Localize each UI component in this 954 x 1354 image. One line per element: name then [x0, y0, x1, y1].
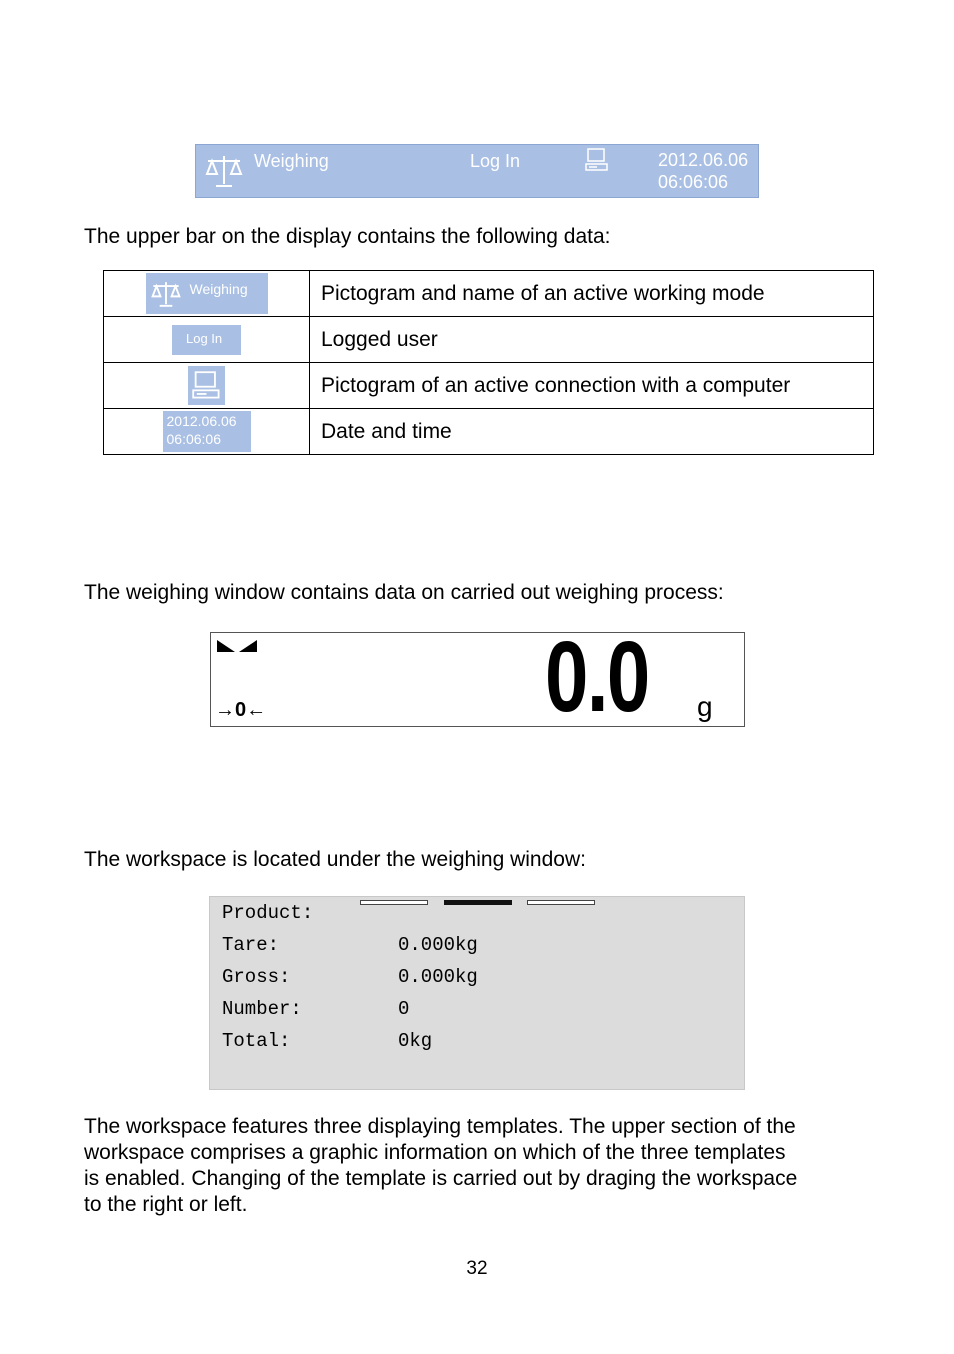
- table-row: [104, 271, 874, 317]
- legend-description: Logged user: [310, 317, 874, 363]
- table-row: [104, 363, 874, 409]
- login-chip: [172, 325, 241, 355]
- status-bar-legend-table: [103, 270, 874, 455]
- workspace-label-gross: Gross:: [222, 966, 291, 988]
- page-number: 32: [466, 1258, 488, 1279]
- weighing-window-intro: The weighing window contains data on carried out weighing process:: [84, 581, 724, 604]
- workspace-value-total: 0kg: [398, 1030, 433, 1052]
- chip-label: Weighing: [189, 281, 248, 297]
- workspace-label-product: Product:: [222, 902, 314, 924]
- time-display: 06:06:06: [658, 172, 729, 192]
- scale-icon: [204, 152, 244, 190]
- workspace-label-tare: Tare:: [222, 934, 280, 956]
- workspace-intro: The workspace is located under the weighing window:: [84, 848, 586, 871]
- workspace-label-total: Total:: [222, 1030, 291, 1052]
- login-button[interactable]: Log In: [470, 151, 521, 171]
- legend-description: Pictogram of an active connection with a computer: [310, 363, 874, 409]
- text-line: is enabled. Changing of the template is carried out by draging the workspace: [84, 1167, 798, 1190]
- pc-connection-icon: [188, 366, 225, 405]
- chip-label: Log In: [186, 330, 223, 346]
- template-indicator-3: [527, 900, 595, 905]
- table-row: [104, 409, 874, 455]
- workspace-description: [84, 1114, 797, 1218]
- workspace-value-gross: 0.000kg: [398, 966, 478, 988]
- legend-description: Pictogram and name of an active working mode: [310, 271, 874, 317]
- text-line: to the right or left.: [84, 1193, 248, 1216]
- upper-bar-intro: The upper bar on the display contains the following data:: [84, 225, 611, 248]
- weight-value: 0.0: [545, 621, 649, 733]
- date-display: 2012.06.06: [658, 150, 749, 170]
- text-line: workspace comprises a graphic information on which of the three templates: [84, 1141, 786, 1164]
- template-indicator-1: [360, 900, 428, 905]
- legend-description: Date and time: [310, 409, 874, 455]
- datetime-chip: [163, 411, 251, 452]
- weight-unit: g: [697, 691, 713, 722]
- status-bar: [195, 144, 759, 198]
- workspace-value-number: 0: [398, 998, 410, 1020]
- table-row: [104, 317, 874, 363]
- workspace-label-number: Number:: [222, 998, 302, 1020]
- scale-icon: [146, 273, 268, 314]
- template-indicator-2: [444, 900, 512, 905]
- pc-connection-icon: [585, 147, 609, 178]
- workspace-panel[interactable]: [209, 896, 745, 1090]
- chip-date: 2012.06.06: [166, 413, 237, 429]
- mode-label: Weighing: [254, 151, 329, 171]
- weighing-window: [210, 621, 745, 733]
- chip-time: 06:06:06: [166, 431, 221, 447]
- zero-indicator: →0←: [215, 699, 267, 721]
- workspace-value-tare: 0.000kg: [398, 934, 478, 956]
- stability-marker-icon: [217, 639, 257, 658]
- text-line: The workspace features three displaying templates. The upper section of the: [84, 1115, 796, 1138]
